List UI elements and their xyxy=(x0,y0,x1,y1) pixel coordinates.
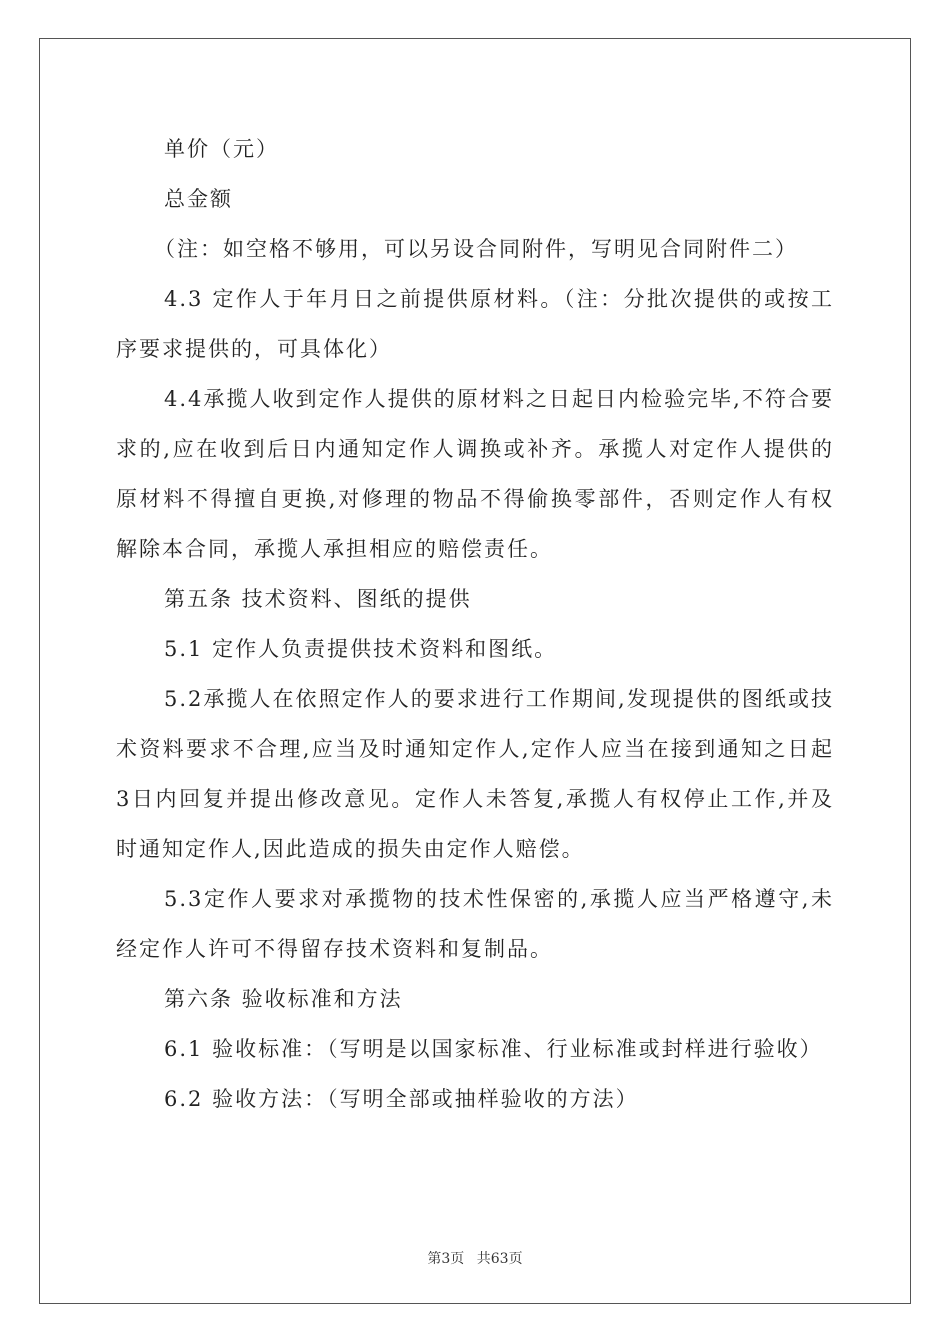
paragraph-5-1: 5.1 定作人负责提供技术资料和图纸。 xyxy=(164,637,558,661)
paragraph-4-4: 4.4承揽人收到定作人提供的原材料之日起日内检验完毕,不符合要求的,应在收到后日内通知定作人调换或补齐。承揽人对定作人提供的原材料不得擅自更换,对修理的物品不得偷换零部件，否则定作人有权解除本合同，承揽人承担相应的赔偿责任。 xyxy=(116,387,834,561)
heading-article-6: 第六条 验收标准和方法 xyxy=(164,987,403,1011)
total-page-count: 共63页 xyxy=(476,1251,523,1267)
heading-article-5: 第五条 技术资料、图纸的提供 xyxy=(164,587,472,611)
paragraph-4-3: 4.3 定作人于年月日之前提供原材料。（注：分批次提供的或按工序要求提供的，可具体化） xyxy=(116,287,834,361)
document-body xyxy=(116,124,834,1124)
paragraph-unit-price: 单价（元） xyxy=(164,137,279,161)
page-footer xyxy=(0,1248,950,1268)
paragraph-note-attachment: （注：如空格不够用，可以另设合同附件，写明见合同附件二） xyxy=(154,237,798,261)
paragraph-6-2: 6.2 验收方法：（写明全部或抽样验收的方法） xyxy=(164,1087,639,1111)
paragraph-5-2: 5.2承揽人在依照定作人的要求进行工作期间,发现提供的图纸或技术资料要求不合理,应当及时通知定作人,定作人应当在接到通知之日起3日内回复并提出修改意见。定作人未答复,承揽人有权停止工作,并及时通知定作人,因此造成的损失由定作人赔偿。 xyxy=(116,687,834,861)
paragraph-6-1: 6.1 验收标准：（写明是以国家标准、行业标准或封样进行验收） xyxy=(164,1037,823,1061)
current-page-number: 第3页 xyxy=(427,1251,465,1267)
paragraph-5-3: 5.3定作人要求对承揽物的技术性保密的,承揽人应当严格遵守,未经定作人许可不得留存技术资料和复制品。 xyxy=(116,887,834,961)
paragraph-total-amount: 总金额 xyxy=(164,187,233,211)
